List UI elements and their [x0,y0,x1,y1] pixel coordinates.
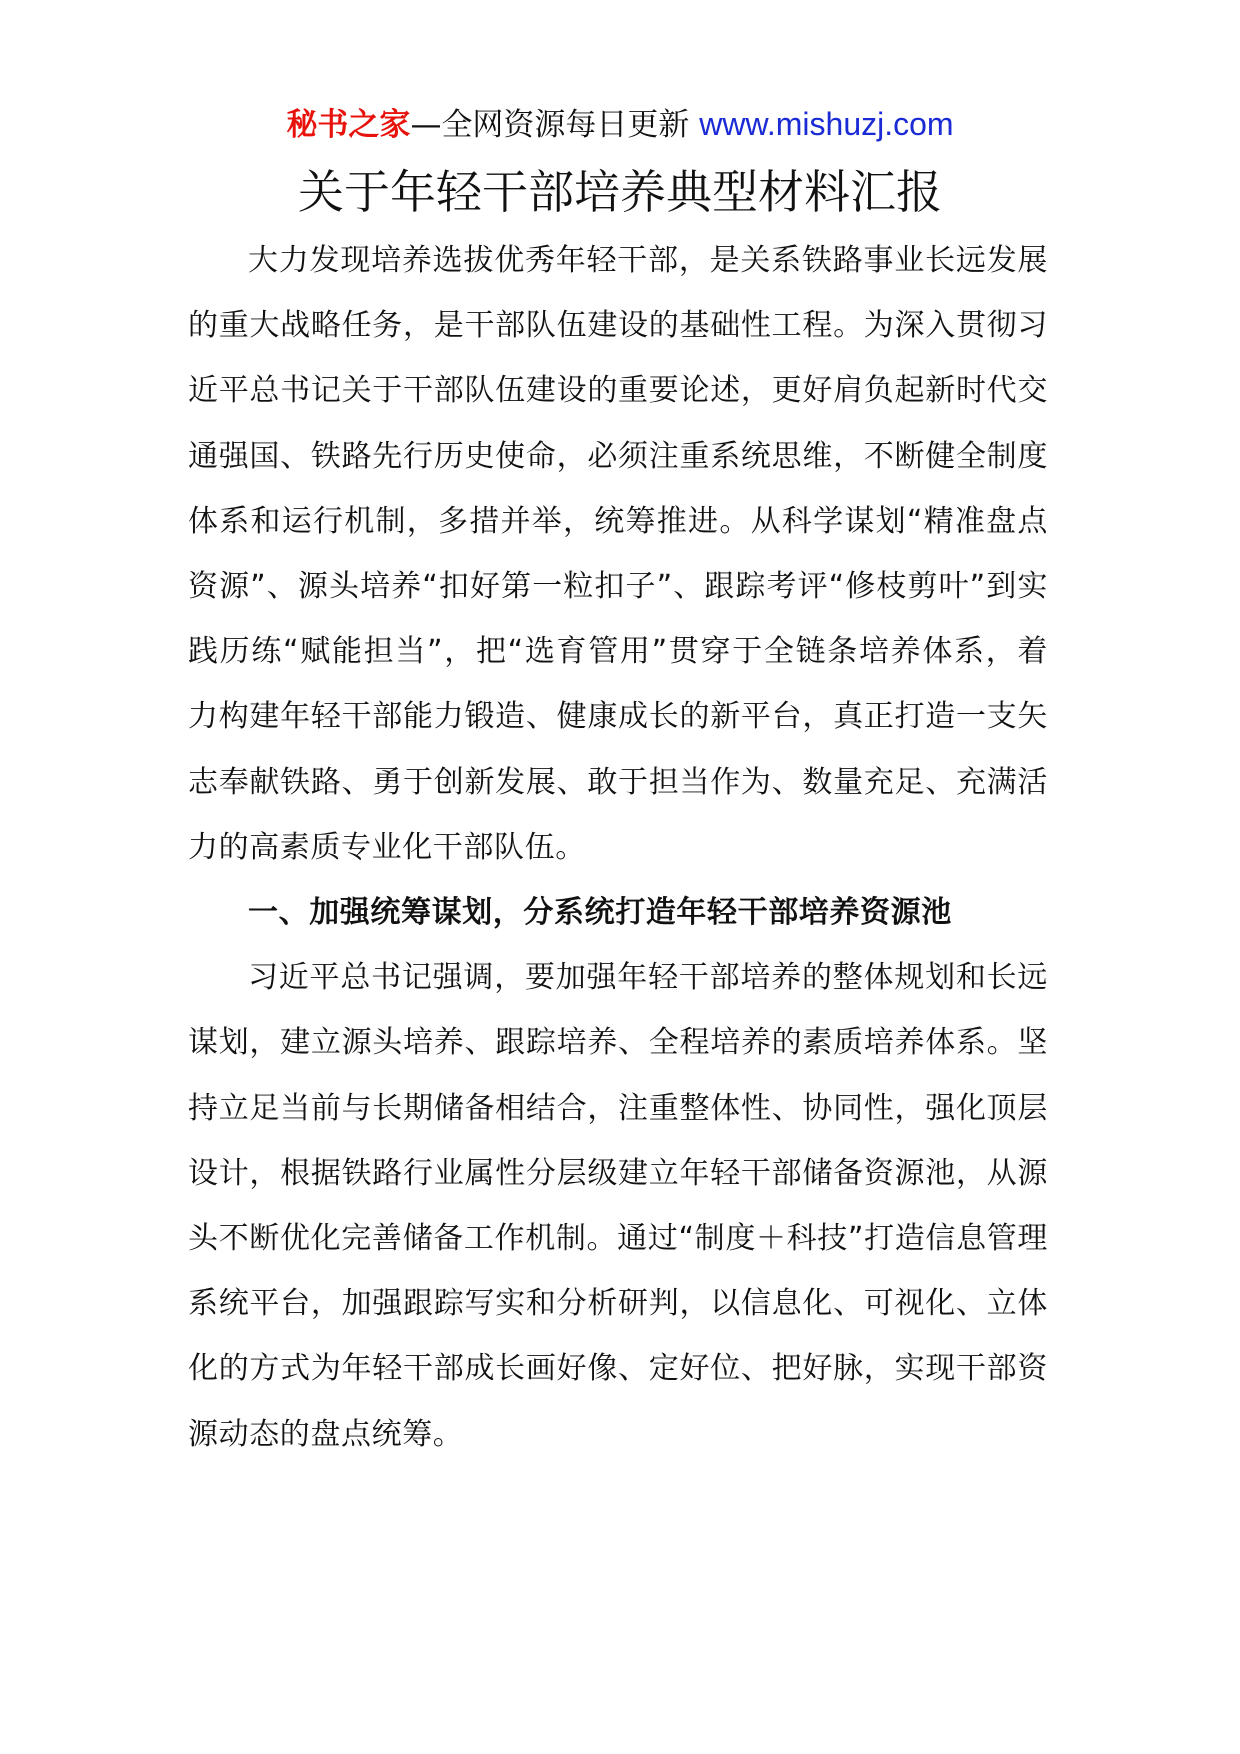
site-header [0,104,1240,145]
site-url-link[interactable]: www.mishuzj.com [699,106,954,142]
document-title: 关于年轻干部培养典型材料汇报 [298,165,942,219]
site-slogan: —全网资源每日更新 [410,107,690,143]
section-1-paragraph: 习近平总书记强调，要加强年轻干部培养的整体规划和长远谋划，建立源头培养、跟踪培养、全程培养的素质培养体系。坚持立足当前与长期储备相结合，注重整体性、协同性，强化顶层设计，根据铁路行业属性分层级建立年轻干部储备资源池，从源头不断优化完善储备工作机制。通过“制度＋科技”打造信息管理系统平台，加强跟踪写实和分析研判，以信息化、可视化、立体化的方式为年轻干部成长画好像、定好位、把好脉，实现干部资源动态的盘点统筹。 [188,960,1048,1452]
intro-paragraph: 大力发现培养选拔优秀年轻干部，是关系铁路事业长远发展的重大战略任务，是干部队伍建设的基础性工程。为深入贯彻习近平总书记关于干部队伍建设的重要论述，更好肩负起新时代交通强国、铁路先行历史使命，必须注重系统思维，不断健全制度体系和运行机制，多措并举，统筹推进。从科学谋划“精准盘点资源”、源头培养“扣好第一粒扣子”、跟踪考评“修枝剪叶”到实践历练“赋能担当”，把“选育管用”贯穿于全链条培养体系，着力构建年轻干部能力锻造、健康成长的新平台，真正打造一支矢志奉献铁路、勇于创新发展、敢于担当作为、数量充足、充满活力的高素质专业化干部队伍。 [188,243,1048,865]
section-heading-1: 一、加强统筹谋划，分系统打造年轻干部培养资源池 [248,895,952,931]
site-brand: 秘书之家 [286,107,411,143]
document-body [188,228,1048,1467]
